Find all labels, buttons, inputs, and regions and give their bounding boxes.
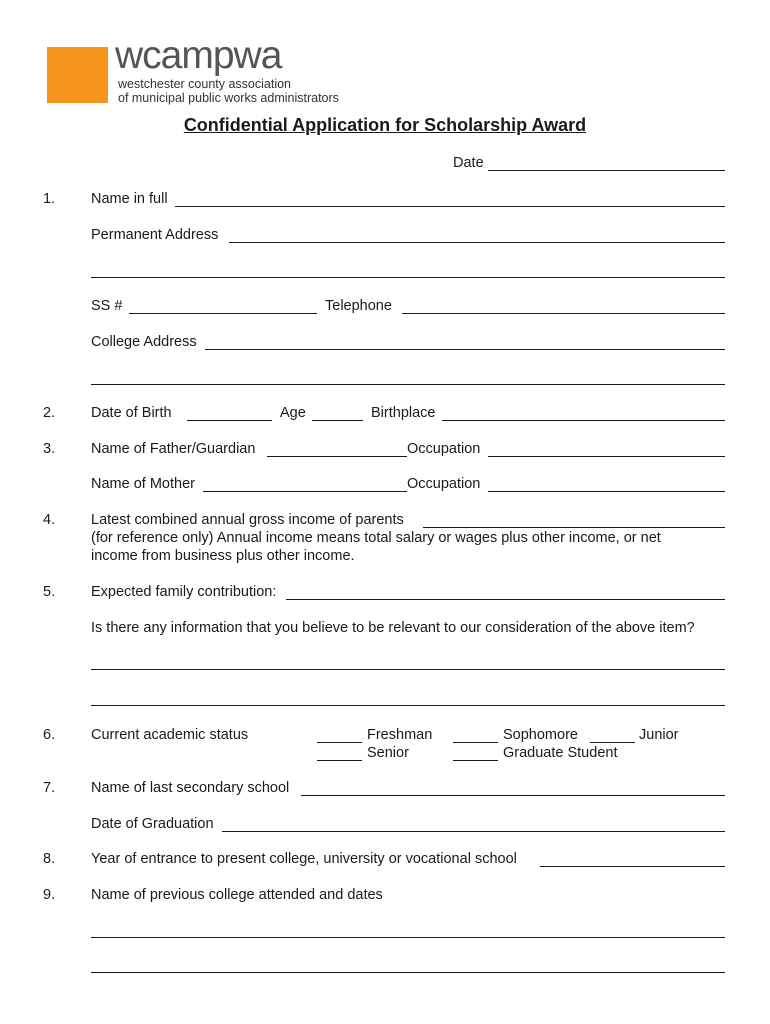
item-number-1: 1. [43,191,56,207]
year-of-entrance-field[interactable] [540,866,725,867]
secondary-school-label: Name of last secondary school [91,780,290,796]
ss-label: SS # [91,298,123,314]
name-in-full-label: Name in full [91,191,168,207]
father-guardian-field[interactable] [267,456,407,457]
date-label: Date [453,155,484,171]
item-number-4: 4. [43,512,56,528]
year-of-entrance-label: Year of entrance to present college, university or vocational school [91,851,517,867]
freshman-blank[interactable] [317,742,362,743]
father-occupation-field[interactable] [488,456,725,457]
college-address-field[interactable] [205,349,725,350]
telephone-field[interactable] [402,313,725,314]
mother-label: Name of Mother [91,476,195,492]
mother-field[interactable] [203,491,407,492]
expected-contribution-label: Expected family contribution: [91,584,277,600]
father-guardian-label: Name of Father/Guardian [91,441,256,457]
graduate-blank[interactable] [453,760,498,761]
previous-college-label: Name of previous college attended and dates [91,887,383,903]
mother-occupation-label: Occupation [407,476,481,492]
relevant-info-question: Is there any information that you believe to be relevant to our consideration of the above item? [91,620,695,636]
income-field[interactable] [423,527,725,528]
logo-subtitle-line1: westchester county association [118,77,292,91]
item-number-8: 8. [43,851,56,867]
junior-label: Junior [639,727,679,743]
age-field[interactable] [312,420,363,421]
logo-subtitle-line2: of municipal public works administrators [118,91,339,105]
college-address-label: College Address [91,334,197,350]
relevant-info-field-line1[interactable] [91,669,725,670]
father-occupation-label: Occupation [407,441,481,457]
mother-occupation-field[interactable] [488,491,725,492]
income-note-line1: (for reference only) Annual income means total salary or wages plus other income, or net [91,530,661,546]
expected-contribution-field[interactable] [286,599,725,600]
junior-blank[interactable] [590,742,635,743]
senior-label: Senior [367,745,409,761]
telephone-label: Telephone [325,298,392,314]
date-field[interactable] [488,170,725,171]
freshman-label: Freshman [367,727,433,743]
academic-status-label: Current academic status [91,727,249,743]
sophomore-label: Sophomore [503,727,578,743]
previous-college-field-line1[interactable] [91,937,725,938]
item-number-6: 6. [43,727,56,743]
ss-field[interactable] [129,313,317,314]
college-address-field-line2[interactable] [91,384,725,385]
name-in-full-field[interactable] [175,206,725,207]
date-of-birth-label: Date of Birth [91,405,172,421]
item-number-2: 2. [43,405,56,421]
date-of-birth-field[interactable] [187,420,272,421]
item-number-5: 5. [43,584,56,600]
logo-square [47,47,108,103]
age-label: Age [280,405,306,421]
date-of-graduation-field[interactable] [222,831,725,832]
item-number-9: 9. [43,887,56,903]
previous-college-field-line2[interactable] [91,972,725,973]
form-title: Confidential Application for Scholarship Award [183,115,587,135]
logo-name: wcampwa [115,34,282,77]
income-label: Latest combined annual gross income of parents [91,512,404,528]
sophomore-blank[interactable] [453,742,498,743]
item-number-7: 7. [43,780,56,796]
secondary-school-field[interactable] [301,795,725,796]
birthplace-label: Birthplace [371,405,436,421]
item-number-3: 3. [43,441,56,457]
permanent-address-label: Permanent Address [91,227,219,243]
relevant-info-field-line2[interactable] [91,705,725,706]
graduate-student-label: Graduate Student [503,745,618,761]
date-of-graduation-label: Date of Graduation [91,816,214,832]
permanent-address-field-line2[interactable] [91,277,725,278]
senior-blank[interactable] [317,760,362,761]
birthplace-field[interactable] [442,420,725,421]
income-note-line2: income from business plus other income. [91,548,355,564]
permanent-address-field[interactable] [229,242,725,243]
